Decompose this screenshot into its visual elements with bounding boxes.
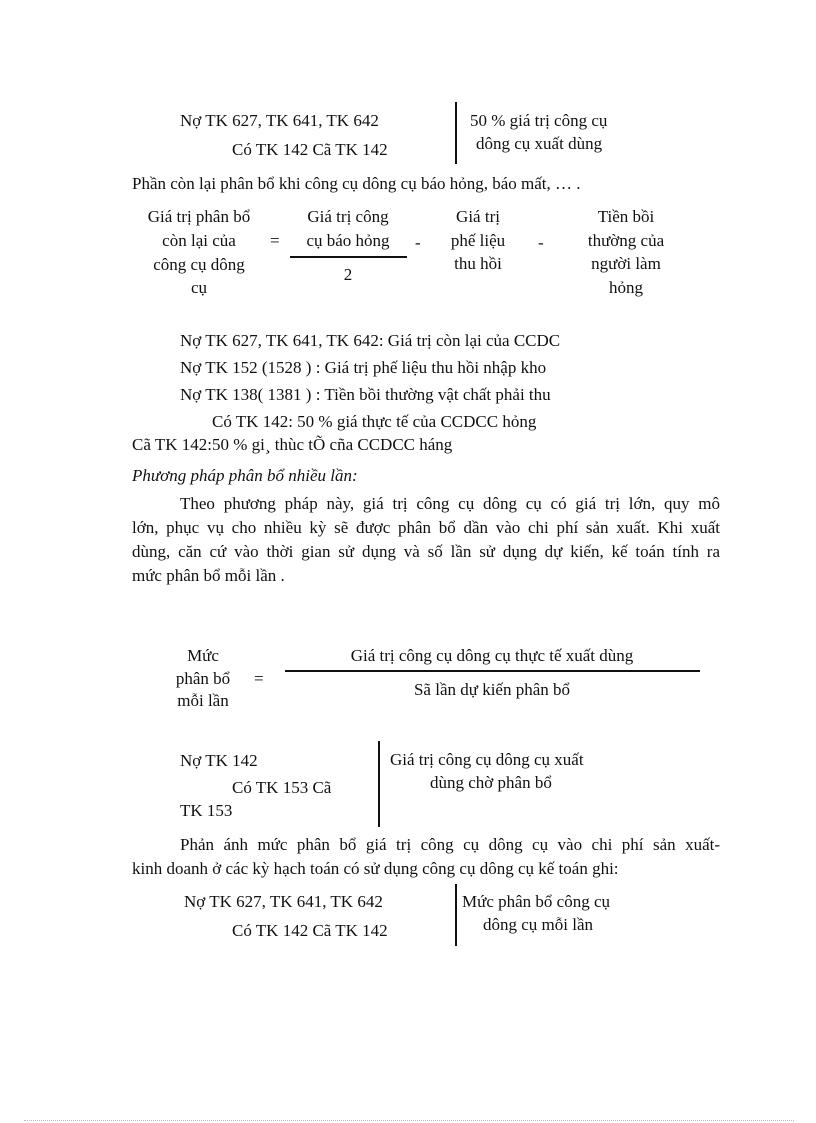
formula1-term2-line3: thu hồi [454,254,502,273]
method-heading: Phương pháp phân bổ nhiều lần: [132,466,358,485]
formula1-numerator-line1: Giá trị công [307,207,389,226]
entry4-note-line1: Mức phân bổ công cụ [462,892,611,911]
entry3-debit: Nợ TK 142 [180,751,258,770]
formula2-equals: = [254,669,264,688]
formula2-lhs-line3: mỗi lần [177,691,229,710]
formula2-lhs-line2: phân bổ [175,669,231,688]
entry2-line5: Cã TK 142:50 % gi¸ thùc tÕ cña CCDCC háng [132,435,453,454]
formula1-fraction-bar [290,256,407,258]
entry2-line2: Nợ TK 152 (1528 ) : Giá trị phế liệu thu hồi nhập kho [180,358,547,377]
entry3-credit-line2: TK 153 [180,801,233,820]
entry4-debit: Nợ TK 627, TK 641, TK 642 [184,892,383,911]
formula2-denominator: Sã lần dự kiến phân bổ [413,680,571,699]
page-bottom-border [24,1120,794,1121]
reflect-para-line2: kinh doanh ở các kỳ hạch toán có sử dụng công cụ dông cụ kế toán ghi: [132,859,619,878]
entry1-note-line2: dông cụ xuất dùng [476,134,603,153]
entry3-divider [378,741,380,827]
formula1-lhs-line3: công cụ dông [153,255,245,274]
entry2-line4: Có TK 142: 50 % giá thực tế của CCDCC hỏng [212,412,537,431]
formula1-term3-line3: người làm [591,254,661,273]
entry1-note-line1: 50 % giá trị công cụ [470,111,608,130]
formula1-term3-line1: Tiền bồi [597,207,655,226]
formula1-denominator: 2 [343,265,353,284]
method-para-line3: dùng, căn cứ vào thời gian sử dụng và số lần sử dụng dự kiến, kế toán tính ra [132,542,720,561]
entry3-note-line1: Giá trị công cụ dông cụ xuất [390,750,584,769]
method-paragraph [132,492,720,588]
entry1-divider [455,102,457,164]
reflect-paragraph [132,833,720,881]
formula1-term2-line2: phế liệu [450,231,506,250]
method-para-line4: mức phân bổ mỗi lần . [132,566,285,585]
entry4-note-line2: dông cụ mỗi lần [483,915,594,934]
formula1-lhs-line1: Giá trị phân bổ [147,207,251,226]
formula1-term3-line4: hỏng [609,278,643,297]
formula1-numerator-line2: cụ báo hỏng [306,231,390,250]
entry3-note-line2: dùng chờ phân bổ [430,773,552,792]
entry1-credit: Có TK 142 Cã TK 142 [232,140,388,159]
entry2-line3: Nợ TK 138( 1381 ) : Tiền bồi thường vật chất phải thu [180,385,551,404]
formula2-numerator: Giá trị công cụ dông cụ thực tế xuất dùng [350,646,634,665]
entry4-credit: Có TK 142 Cã TK 142 [232,921,388,940]
entry2-line1: Nợ TK 627, TK 641, TK 642: Giá trị còn lại của CCDC [180,331,561,350]
formula2-fraction-bar [285,670,700,672]
formula2-lhs-line1: Mức [187,646,219,665]
entry3-credit-line1: Có TK 153 Cã [232,778,332,797]
remaining-allocation-line: Phần còn lại phân bổ khi công cụ dông cụ báo hỏng, báo mất, … . [132,174,581,193]
formula1-equals: = [270,231,280,250]
reflect-para-line1: Phản ánh mức phân bổ giá trị công cụ dông cụ vào chi phí sản xuất- [180,835,720,854]
formula1-minus1: - [415,233,421,252]
formula1-lhs-line4: cụ [190,278,208,297]
entry4-divider [455,884,457,946]
method-para-line1: Theo phương pháp này, giá trị công cụ dông cụ có giá trị lớn, quy mô [180,494,720,513]
formula1-lhs-line2: còn lại của [162,231,236,250]
formula1-minus2: - [538,233,544,252]
formula1-term2-line1: Giá trị [456,207,500,226]
entry1-debit: Nợ TK 627, TK 641, TK 642 [180,111,379,130]
method-para-line2: lớn, phục vụ cho nhiều kỳ sẽ được phân bổ dần vào chi phí sản xuất. Khi xuất [132,518,720,537]
formula1-term3-line2: thường của [587,231,665,250]
